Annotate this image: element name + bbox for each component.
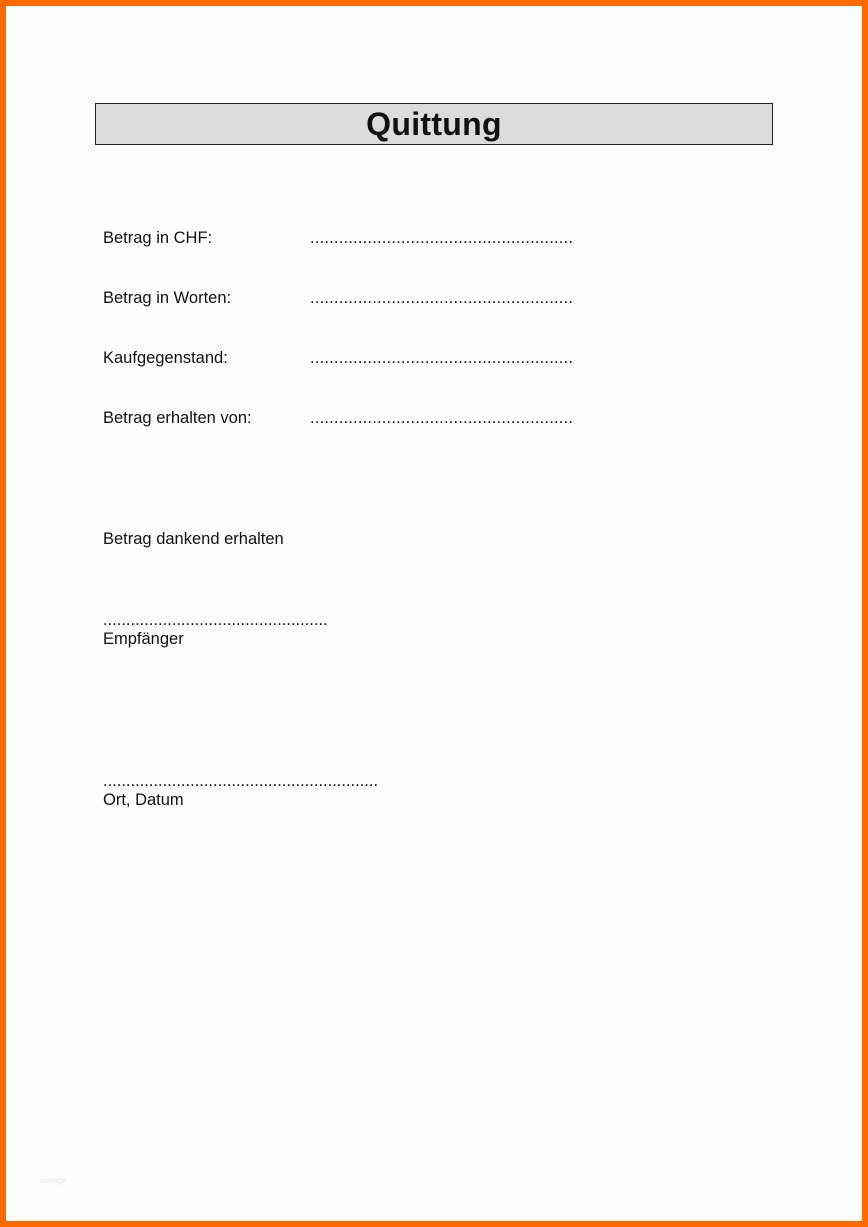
recipient-label: Empfänger bbox=[103, 630, 184, 648]
field-line-purchase-item: ....................................................... bbox=[310, 349, 574, 367]
recipient-signature-line: ................................................. bbox=[103, 611, 328, 629]
place-date-label: Ort, Datum bbox=[103, 791, 184, 809]
field-label-amount-chf: Betrag in CHF: bbox=[103, 229, 213, 247]
document-title: Quittung bbox=[366, 105, 502, 142]
watermark: vorlage bbox=[40, 1176, 67, 1185]
place-date-line: ............................................................ bbox=[103, 772, 379, 790]
receipt-page bbox=[6, 6, 862, 1221]
field-line-received-from: ....................................................... bbox=[310, 409, 574, 427]
title-box bbox=[95, 103, 773, 145]
field-label-received-from: Betrag erhalten von: bbox=[103, 409, 252, 427]
thanks-text: Betrag dankend erhalten bbox=[103, 530, 284, 548]
field-line-amount-words: ....................................................... bbox=[310, 289, 574, 307]
field-label-purchase-item: Kaufgegenstand: bbox=[103, 349, 228, 367]
field-label-amount-words: Betrag in Worten: bbox=[103, 289, 232, 307]
field-line-amount-chf: ....................................................... bbox=[310, 229, 574, 247]
